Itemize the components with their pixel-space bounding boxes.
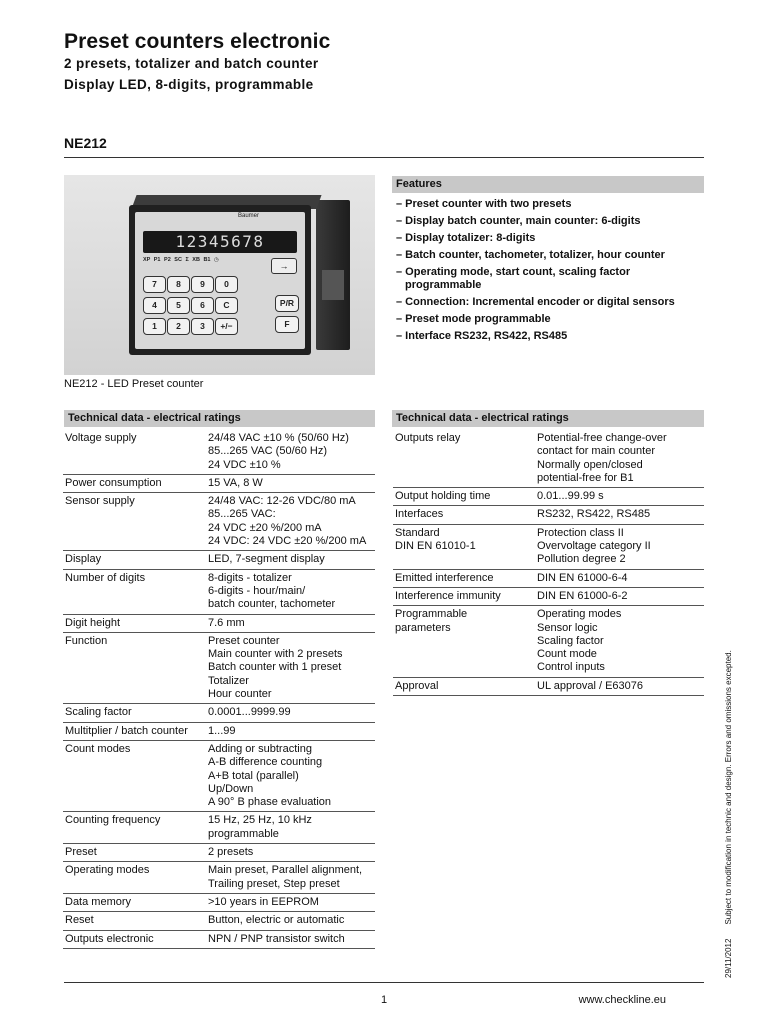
device-led-display: 12345678 <box>143 231 297 253</box>
tech-right-heading: Technical data - electrical ratings <box>392 410 704 427</box>
device-key: +/− <box>215 318 238 335</box>
photo-caption: NE212 - LED Preset counter <box>64 378 204 390</box>
tech-left-table <box>63 430 375 949</box>
row-value: Protection class II Overvoltage category II Pollution degree 2 <box>535 524 704 569</box>
row-value: 7.6 mm <box>206 614 375 632</box>
page-subtitle-presets: 2 presets, totalizer and batch counter <box>64 56 319 71</box>
table-row <box>63 740 375 811</box>
row-value: 0.0001...9999.99 <box>206 704 375 722</box>
side-note-date: 29/11/2012 <box>724 938 733 978</box>
device-key: C <box>215 297 238 314</box>
features-list <box>396 198 704 347</box>
row-value: 0.01...99.99 s <box>535 488 704 506</box>
table-row <box>63 812 375 844</box>
row-value: 15 VA, 8 W <box>206 474 375 492</box>
row-value: 2 presets <box>206 844 375 862</box>
list-item: – Preset counter with two presets <box>396 198 572 210</box>
table-row <box>63 893 375 911</box>
row-value: 1...99 <box>206 722 375 740</box>
page-subtitle-display: Display LED, 8-digits, programmable <box>64 77 314 92</box>
row-value: 24/48 VAC: 12-26 VDC/80 mA 85...265 VAC: 24 VDC ±20 %/200 mA 24 VDC: 24 VDC ±20 %/200 mA <box>206 493 375 551</box>
device-side-keys <box>275 295 297 333</box>
header-divider <box>64 157 704 158</box>
row-label: Power consumption <box>63 474 206 492</box>
table-row <box>63 551 375 569</box>
row-label: Operating modes <box>63 862 206 894</box>
row-label: Data memory <box>63 893 206 911</box>
device-faceplate <box>135 212 305 349</box>
table-row <box>63 844 375 862</box>
table-row <box>63 493 375 551</box>
row-label: Outputs electronic <box>63 930 206 948</box>
table-row <box>63 930 375 948</box>
device-key: 1 <box>143 318 166 335</box>
row-label: Emitted interference <box>393 569 535 587</box>
table-row <box>63 614 375 632</box>
device-side-panel <box>316 200 350 350</box>
device-key: P/R <box>275 295 299 312</box>
table-row <box>393 524 704 569</box>
table-row <box>393 677 704 695</box>
row-value: 24/48 VAC ±10 % (50/60 Hz) 85...265 VAC (50/60 Hz) 24 VDC ±10 % <box>206 430 375 474</box>
row-label: Scaling factor <box>63 704 206 722</box>
list-item: – Connection: Incremental encoder or digital sensors <box>396 295 675 308</box>
device-key: 5 <box>167 297 190 314</box>
device-arrow-key: → <box>271 258 297 274</box>
row-value: Potential-free change-over contact for main counter Normally open/closed potential-free for B1 <box>535 430 704 488</box>
table-row <box>63 632 375 703</box>
table-row <box>63 862 375 894</box>
table-row <box>393 506 704 524</box>
table-row <box>63 430 375 474</box>
table-row <box>63 704 375 722</box>
device-key: 7 <box>143 276 166 293</box>
table-row <box>393 587 704 605</box>
row-value: NPN / PNP transistor switch <box>206 930 375 948</box>
device-key: 9 <box>191 276 214 293</box>
row-value: UL approval / E63076 <box>535 677 704 695</box>
device-key: 6 <box>191 297 214 314</box>
tech-left-heading: Technical data - electrical ratings <box>64 410 375 427</box>
page-number: 1 <box>381 994 388 1006</box>
row-label: Output holding time <box>393 488 535 506</box>
side-note <box>724 650 733 978</box>
device-key: 3 <box>191 318 214 335</box>
list-item: – Display totalizer: 8-digits <box>396 231 536 244</box>
row-value: 15 Hz, 25 Hz, 10 kHz programmable <box>206 812 375 844</box>
row-label: Function <box>63 632 206 703</box>
table-row <box>393 430 704 488</box>
product-photo <box>64 175 375 375</box>
page-title: Preset counters electronic <box>64 30 331 53</box>
row-label: Counting frequency <box>63 812 206 844</box>
list-item: – Display batch counter, main counter: 6-digits <box>396 214 641 227</box>
row-label: Standard DIN EN 61010-1 <box>393 524 535 569</box>
table-row <box>63 569 375 614</box>
row-value: Operating modes Sensor logic Scaling factor Count mode Control inputs <box>535 606 704 677</box>
device-keypad <box>143 276 236 335</box>
row-label: Approval <box>393 677 535 695</box>
row-label: Multitplier / batch counter <box>63 722 206 740</box>
list-item: – Interface RS232, RS422, RS485 <box>396 329 568 342</box>
footer-website: www.checkline.eu <box>578 994 666 1006</box>
table-row <box>63 722 375 740</box>
row-value: >10 years in EEPROM <box>206 893 375 911</box>
row-value: DIN EN 61000-6-4 <box>535 569 704 587</box>
tech-right-table <box>393 430 704 696</box>
device-brand-label: Baumer <box>237 213 259 219</box>
row-label: Display <box>63 551 206 569</box>
row-label: Preset <box>63 844 206 862</box>
device-key: 8 <box>167 276 190 293</box>
device-key: F <box>275 316 299 333</box>
device-key: 2 <box>167 318 190 335</box>
table-row <box>63 474 375 492</box>
device-status-leds: XP P1 P2 SC Σ XB B1 ◷ <box>143 257 219 263</box>
row-value: Preset counter Main counter with 2 presets Batch counter with 1 preset Totalizer Hour counter <box>206 632 375 703</box>
row-label: Interference immunity <box>393 587 535 605</box>
row-value: Main preset, Parallel alignment, Trailing preset, Step preset <box>206 862 375 894</box>
row-value: 8-digits - totalizer 6-digits - hour/main/ batch counter, tachometer <box>206 569 375 614</box>
row-label: Number of digits <box>63 569 206 614</box>
list-item: – Operating mode, start count, scaling factor programmable <box>396 265 631 292</box>
row-value: DIN EN 61000-6-2 <box>535 587 704 605</box>
footer-divider <box>64 982 704 983</box>
device-key: 4 <box>143 297 166 314</box>
list-item: – Batch counter, tachometer, totalizer, hour counter <box>396 248 665 261</box>
row-value: LED, 7-segment display <box>206 551 375 569</box>
row-label: Programmable parameters <box>393 606 535 677</box>
row-value: RS232, RS422, RS485 <box>535 506 704 524</box>
row-label: Interfaces <box>393 506 535 524</box>
list-item: – Preset mode programmable <box>396 312 551 325</box>
table-row <box>63 912 375 930</box>
device-front-bezel <box>129 205 311 355</box>
row-label: Outputs relay <box>393 430 535 488</box>
row-label: Voltage supply <box>63 430 206 474</box>
row-value: Button, electric or automatic <box>206 912 375 930</box>
model-number: NE212 <box>64 135 107 151</box>
row-label: Reset <box>63 912 206 930</box>
table-row <box>393 569 704 587</box>
row-label: Count modes <box>63 740 206 811</box>
row-label: Sensor supply <box>63 493 206 551</box>
features-heading: Features <box>392 176 704 193</box>
device-key: 0 <box>215 276 238 293</box>
row-value: Adding or subtracting A-B difference counting A+B total (parallel) Up/Down A 90° B phase evaluation <box>206 740 375 811</box>
row-label: Digit height <box>63 614 206 632</box>
table-row <box>393 488 704 506</box>
side-note-text: Subject to modification in technic and design. Errors and omissions excepted. <box>724 650 733 925</box>
table-row <box>393 606 704 677</box>
